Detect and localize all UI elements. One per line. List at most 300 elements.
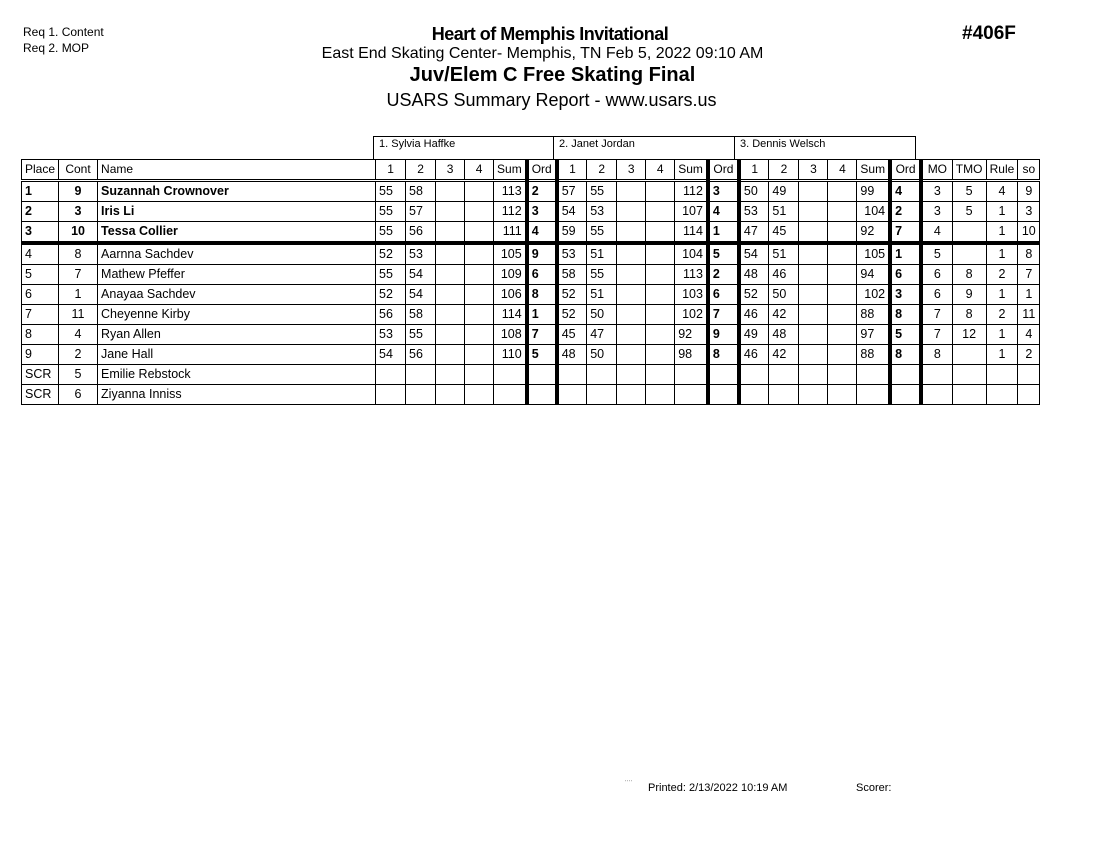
j3-s2-cell: 42 [769,345,799,365]
j3-s2-cell: 48 [769,325,799,345]
j2-ord-cell: 3 [708,181,739,202]
j3-s1-cell: 46 [739,345,769,365]
j1-sum-cell [494,365,527,385]
mo-cell: 3 [921,181,952,202]
j3-sum-cell: 88 [857,345,890,365]
j3-ord-cell: 3 [890,285,921,305]
scorer-label: Scorer: [856,782,892,794]
place-cell: 6 [22,285,59,305]
so-cell [1018,385,1040,405]
j1-s2-cell: 54 [406,285,436,305]
col-j3-sum: Sum [857,160,890,181]
event-title: Juv/Elem C Free Skating Final [409,64,696,86]
j2-s3-cell [617,265,646,285]
j1-ord-cell: 5 [527,345,557,365]
place-cell: 1 [22,181,59,202]
requirement-2: Req 2. MOP [23,41,90,55]
j3-s3-cell [799,325,828,345]
j2-s1-cell: 52 [557,285,587,305]
j2-s3-cell [617,305,646,325]
name-cell: Jane Hall [98,345,376,365]
j2-s4-cell [646,345,675,365]
j2-s2-cell: 51 [587,285,617,305]
j2-s1-cell: 53 [557,243,587,265]
j1-ord-cell: 6 [527,265,557,285]
so-cell: 4 [1018,325,1040,345]
tmo-cell [952,222,986,244]
j1-s1-cell: 52 [376,243,406,265]
j1-s2-cell: 58 [406,181,436,202]
j1-sum-cell: 114 [494,305,527,325]
cont-cell: 3 [59,202,98,222]
j2-s4-cell [646,265,675,285]
j1-s1-cell: 55 [376,222,406,244]
so-cell: 8 [1018,243,1040,265]
j2-ord-cell [708,385,739,405]
cont-cell: 11 [59,305,98,325]
place-cell: 7 [22,305,59,325]
j3-sum-cell: 97 [857,325,890,345]
j1-s3-cell [436,325,465,345]
event-number: #406F [962,23,1016,44]
j3-s3-cell [799,345,828,365]
j3-s4-cell [828,285,857,305]
j3-s3-cell [799,385,828,405]
j3-s3-cell [799,202,828,222]
j2-ord-cell: 1 [708,222,739,244]
j1-sum-cell: 105 [494,243,527,265]
j3-s2-cell: 51 [769,202,799,222]
j1-s4-cell [465,345,494,365]
j3-s4-cell [828,305,857,325]
j2-s3-cell [617,325,646,345]
j2-s4-cell [646,243,675,265]
tmo-cell [952,345,986,365]
j2-sum-cell [675,365,708,385]
j1-s1-cell [376,365,406,385]
j3-ord-cell: 1 [890,243,921,265]
mo-cell: 7 [921,305,952,325]
j2-sum-cell: 113 [675,265,708,285]
place-cell: 4 [22,243,59,265]
col-name: Name [98,160,376,181]
j2-s1-cell: 54 [557,202,587,222]
j1-s1-cell: 54 [376,345,406,365]
j2-s2-cell: 51 [587,243,617,265]
j1-s1-cell [376,385,406,405]
so-cell: 7 [1018,265,1040,285]
printed-timestamp: Printed: 2/13/2022 10:19 AM [648,782,788,794]
so-cell: 3 [1018,202,1040,222]
j3-s3-cell [799,243,828,265]
col-j3-s1: 1 [739,160,769,181]
rule-cell: 1 [986,243,1018,265]
j1-s2-cell: 57 [406,202,436,222]
j1-ord-cell [527,385,557,405]
j1-s2-cell [406,365,436,385]
j2-s4-cell [646,385,675,405]
j2-s2-cell: 55 [587,181,617,202]
j1-sum-cell: 108 [494,325,527,345]
j2-s2-cell: 53 [587,202,617,222]
col-j2-s1: 1 [557,160,587,181]
j1-s2-cell: 55 [406,325,436,345]
j1-s3-cell [436,222,465,244]
place-cell: 9 [22,345,59,365]
j2-ord-cell: 9 [708,325,739,345]
so-cell: 2 [1018,345,1040,365]
rule-cell: 1 [986,285,1018,305]
j3-ord-cell: 4 [890,181,921,202]
col-cont: Cont [59,160,98,181]
rule-cell: 1 [986,325,1018,345]
j2-s2-cell: 47 [587,325,617,345]
j3-s4-cell [828,345,857,365]
j1-ord-cell: 9 [527,243,557,265]
j1-s4-cell [465,365,494,385]
rule-cell: 1 [986,222,1018,244]
j2-s1-cell [557,385,587,405]
tmo-cell: 8 [952,265,986,285]
j1-s2-cell: 56 [406,345,436,365]
j2-s2-cell: 55 [587,222,617,244]
j1-ord-cell: 3 [527,202,557,222]
table-row [22,285,1040,305]
j1-s3-cell [436,285,465,305]
place-cell: SCR [22,365,59,385]
cont-cell: 8 [59,243,98,265]
requirement-1: Req 1. Content [23,25,104,39]
j2-s4-cell [646,365,675,385]
name-cell: Tessa Collier [98,222,376,244]
judge-2-name: 2. Janet Jordan [553,136,735,160]
j2-s3-cell [617,345,646,365]
j1-s4-cell [465,305,494,325]
j2-s4-cell [646,285,675,305]
j3-s2-cell: 46 [769,265,799,285]
j2-s4-cell [646,222,675,244]
j3-sum-cell: 104 [857,202,890,222]
j3-s4-cell [828,265,857,285]
cont-cell: 10 [59,222,98,244]
j3-s1-cell: 49 [739,325,769,345]
mo-cell: 4 [921,222,952,244]
tmo-cell: 9 [952,285,986,305]
table-row [22,265,1040,285]
report-title: USARS Summary Report - www.usars.us [386,90,717,110]
table-row [22,243,1040,265]
j3-s1-cell: 47 [739,222,769,244]
j2-sum-cell: 92 [675,325,708,345]
j1-s4-cell [465,265,494,285]
j3-s4-cell [828,325,857,345]
cont-cell: 4 [59,325,98,345]
j2-sum-cell: 104 [675,243,708,265]
j3-s2-cell: 45 [769,222,799,244]
j1-s2-cell: 58 [406,305,436,325]
col-j2-ord: Ord [708,160,739,181]
j3-s4-cell [828,202,857,222]
so-cell: 1 [1018,285,1040,305]
j3-s2-cell: 42 [769,305,799,325]
j2-s2-cell [587,385,617,405]
j3-ord-cell: 7 [890,222,921,244]
j3-s2-cell: 49 [769,181,799,202]
col-mo: MO [921,160,952,181]
j3-s3-cell [799,265,828,285]
j1-ord-cell: 7 [527,325,557,345]
j2-s1-cell: 48 [557,345,587,365]
judge-3-name: 3. Dennis Welsch [734,136,916,160]
j2-s2-cell: 55 [587,265,617,285]
j1-s2-cell [406,385,436,405]
j1-s4-cell [465,181,494,202]
name-cell: Suzannah Crownover [98,181,376,202]
j2-s3-cell [617,385,646,405]
j3-s1-cell [739,385,769,405]
j2-s3-cell [617,181,646,202]
j1-s2-cell: 56 [406,222,436,244]
rule-cell: 4 [986,181,1018,202]
j3-s1-cell [739,365,769,385]
table-row [22,222,1040,244]
j1-ord-cell: 1 [527,305,557,325]
j1-s1-cell: 55 [376,202,406,222]
j1-s1-cell: 52 [376,285,406,305]
j1-s3-cell [436,345,465,365]
col-j3-s2: 2 [769,160,799,181]
j3-sum-cell: 99 [857,181,890,202]
j1-s2-cell: 54 [406,265,436,285]
rule-cell [986,365,1018,385]
name-cell: Anayaa Sachdev [98,285,376,305]
j3-s2-cell: 51 [769,243,799,265]
competition-title: Heart of Memphis Invitational [431,24,669,44]
col-j2-sum: Sum [675,160,708,181]
j3-sum-cell: 92 [857,222,890,244]
j2-s4-cell [646,325,675,345]
so-cell [1018,365,1040,385]
j3-s3-cell [799,181,828,202]
cont-cell: 6 [59,385,98,405]
j2-s2-cell: 50 [587,305,617,325]
tmo-cell [952,385,986,405]
j1-s3-cell [436,265,465,285]
rule-cell [986,385,1018,405]
j3-s3-cell [799,305,828,325]
j3-ord-cell: 5 [890,325,921,345]
rule-cell: 2 [986,305,1018,325]
cont-cell: 7 [59,265,98,285]
j1-ord-cell: 8 [527,285,557,305]
so-cell: 10 [1018,222,1040,244]
j1-s4-cell [465,385,494,405]
j1-s4-cell [465,243,494,265]
j1-sum-cell: 106 [494,285,527,305]
j3-sum-cell: 88 [857,305,890,325]
j3-s2-cell [769,385,799,405]
table-row [22,365,1040,385]
j2-s1-cell: 52 [557,305,587,325]
j3-s1-cell: 53 [739,202,769,222]
place-cell: 5 [22,265,59,285]
j2-s4-cell [646,202,675,222]
j1-sum-cell: 112 [494,202,527,222]
place-cell: SCR [22,385,59,405]
j2-s1-cell: 59 [557,222,587,244]
j3-sum-cell: 102 [857,285,890,305]
j1-s3-cell [436,305,465,325]
table-row [22,305,1040,325]
name-cell: Mathew Pfeffer [98,265,376,285]
j3-s4-cell [828,243,857,265]
j3-s4-cell [828,365,857,385]
table-row [22,325,1040,345]
j3-s1-cell: 54 [739,243,769,265]
rule-cell: 1 [986,345,1018,365]
j3-sum-cell [857,385,890,405]
cont-cell: 2 [59,345,98,365]
j2-s3-cell [617,243,646,265]
col-so: so [1018,160,1040,181]
j2-s1-cell: 58 [557,265,587,285]
col-j2-s3: 3 [617,160,646,181]
judge-1-name: 1. Sylvia Haffke [373,136,554,160]
j1-sum-cell: 109 [494,265,527,285]
name-cell: Ziyanna Inniss [98,385,376,405]
rule-cell: 1 [986,202,1018,222]
results-table [21,159,1040,405]
col-j3-s4: 4 [828,160,857,181]
name-cell: Aarnna Sachdev [98,243,376,265]
j2-sum-cell: 107 [675,202,708,222]
cont-cell: 9 [59,181,98,202]
j2-ord-cell: 2 [708,265,739,285]
j2-ord-cell: 5 [708,243,739,265]
mo-cell [921,365,952,385]
j1-s3-cell [436,385,465,405]
j3-s4-cell [828,222,857,244]
col-j3-s3: 3 [799,160,828,181]
j2-s3-cell [617,222,646,244]
j1-s4-cell [465,222,494,244]
so-cell: 11 [1018,305,1040,325]
mo-cell [921,385,952,405]
table-row [22,181,1040,202]
j1-s1-cell: 55 [376,265,406,285]
cont-cell: 5 [59,365,98,385]
name-cell: Emilie Rebstock [98,365,376,385]
j1-s1-cell: 56 [376,305,406,325]
j1-sum-cell: 111 [494,222,527,244]
j1-s3-cell [436,181,465,202]
j3-s2-cell [769,365,799,385]
col-j2-s2: 2 [587,160,617,181]
j3-ord-cell: 6 [890,265,921,285]
col-j1-ord: Ord [527,160,557,181]
j1-s2-cell: 53 [406,243,436,265]
mo-cell: 5 [921,243,952,265]
j2-sum-cell: 114 [675,222,708,244]
j3-ord-cell: 2 [890,202,921,222]
j2-s3-cell [617,202,646,222]
j2-s1-cell [557,365,587,385]
j3-s4-cell [828,385,857,405]
j3-ord-cell [890,365,921,385]
j2-s2-cell [587,365,617,385]
j2-sum-cell: 103 [675,285,708,305]
table-row [22,202,1040,222]
name-cell: Iris Li [98,202,376,222]
j1-ord-cell: 2 [527,181,557,202]
j1-sum-cell: 110 [494,345,527,365]
name-cell: Cheyenne Kirby [98,305,376,325]
mo-cell: 6 [921,265,952,285]
col-j1-s3: 3 [436,160,465,181]
j2-s3-cell [617,285,646,305]
j2-sum-cell: 112 [675,181,708,202]
col-j1-s2: 2 [406,160,436,181]
j1-s4-cell [465,202,494,222]
j3-ord-cell [890,385,921,405]
j3-sum-cell: 105 [857,243,890,265]
j2-s4-cell [646,181,675,202]
tmo-cell: 5 [952,181,986,202]
tmo-cell: 12 [952,325,986,345]
j2-s1-cell: 45 [557,325,587,345]
j2-s4-cell [646,305,675,325]
j2-sum-cell [675,385,708,405]
table-row [22,345,1040,365]
j1-ord-cell [527,365,557,385]
name-cell: Ryan Allen [98,325,376,345]
j3-s3-cell [799,285,828,305]
j3-s1-cell: 46 [739,305,769,325]
j2-s1-cell: 57 [557,181,587,202]
header-row [22,160,1040,181]
table-row [22,385,1040,405]
col-tmo: TMO [952,160,986,181]
j3-s1-cell: 50 [739,181,769,202]
so-cell: 9 [1018,181,1040,202]
j1-sum-cell [494,385,527,405]
place-cell: 2 [22,202,59,222]
j2-sum-cell: 98 [675,345,708,365]
place-cell: 8 [22,325,59,345]
col-j3-ord: Ord [890,160,921,181]
j2-ord-cell: 8 [708,345,739,365]
venue-line: East End Skating Center- Memphis, TN Feb 5, 2022 09:10 AM [321,45,764,62]
j3-ord-cell: 8 [890,305,921,325]
j3-sum-cell: 94 [857,265,890,285]
j1-s4-cell [465,325,494,345]
col-rule: Rule [986,160,1018,181]
j1-ord-cell: 4 [527,222,557,244]
j3-s1-cell: 52 [739,285,769,305]
j2-ord-cell: 4 [708,202,739,222]
tmo-cell: 8 [952,305,986,325]
mo-cell: 7 [921,325,952,345]
j1-s1-cell: 55 [376,181,406,202]
tmo-cell [952,243,986,265]
j1-sum-cell: 113 [494,181,527,202]
j2-s3-cell [617,365,646,385]
col-j1-s4: 4 [465,160,494,181]
j3-ord-cell: 8 [890,345,921,365]
mo-cell: 8 [921,345,952,365]
mo-cell: 6 [921,285,952,305]
col-j1-sum: Sum [494,160,527,181]
